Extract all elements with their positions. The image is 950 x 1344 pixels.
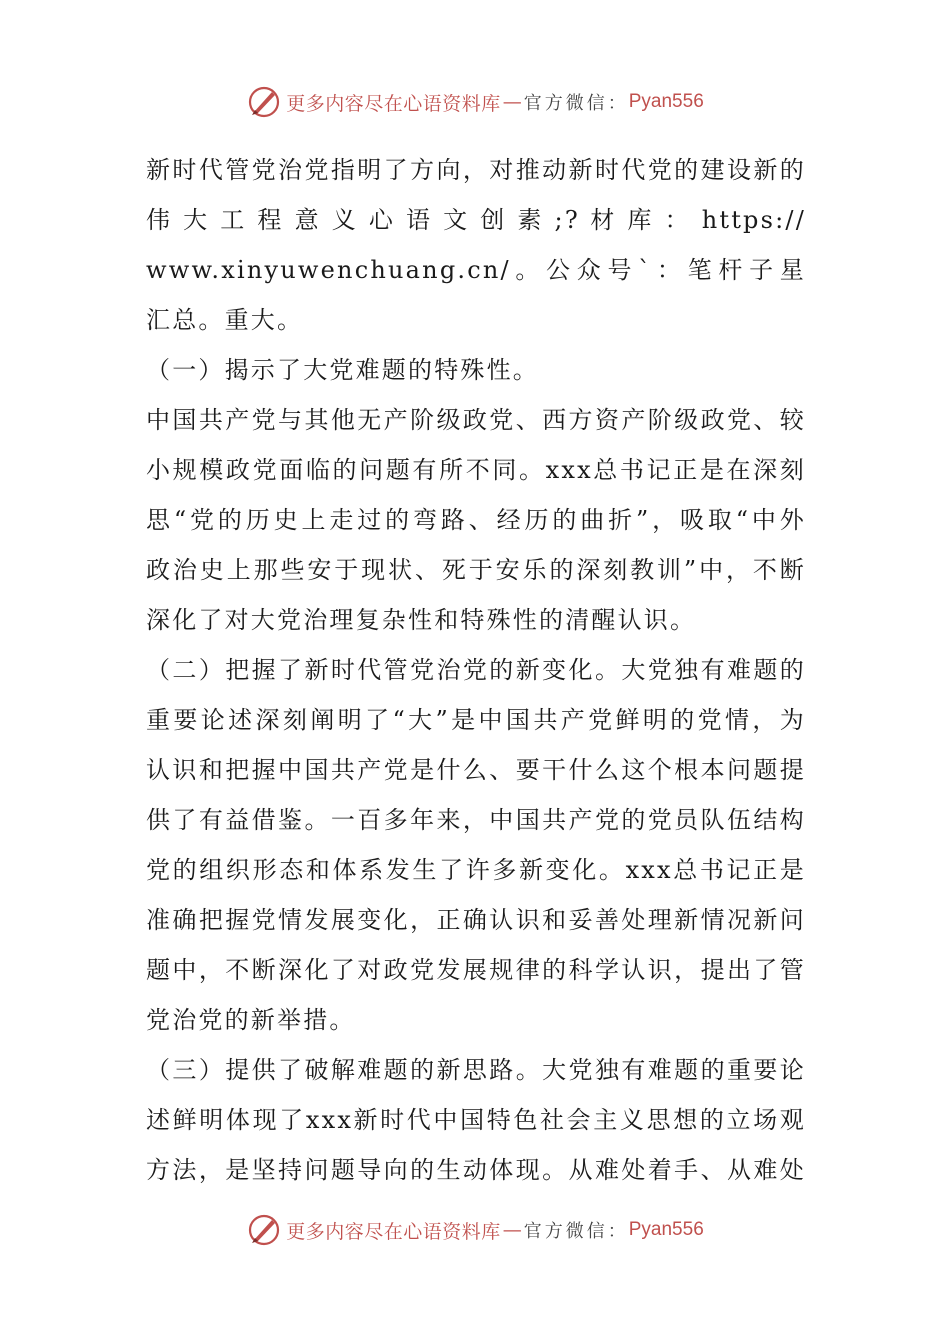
banner-slogan: 更多内容尽在心语资料库 bbox=[286, 92, 501, 115]
text-line: 题中，不断深化了对政党发展规律的科学认识，提出了管 bbox=[146, 956, 806, 984]
section-heading: （二）把握了新时代管党治党的新变化。大党独有难题的 bbox=[146, 656, 806, 684]
text-line: 思“党的历史上走过的弯路、经历的曲折”，吸取“中外 bbox=[146, 506, 806, 534]
text-line: 深化了对大党治理复杂性和特殊性的清醒认识。 bbox=[146, 606, 697, 634]
section-heading: （三）提供了破解难题的新思路。大党独有难题的重要论 bbox=[146, 1056, 806, 1084]
text-line: 伟 大 工 程 意 义 心 语 文 创 素 ;? 材 库 ： https:// bbox=[146, 206, 806, 234]
banner-wechat-label: 官方微信： bbox=[523, 93, 629, 114]
banner-wechat-label: 官方微信： bbox=[523, 1221, 629, 1242]
pen-logo-icon bbox=[246, 1212, 282, 1248]
text-line: 供了有益借鉴。一百多年来，中国共产党的党员队伍结构 bbox=[146, 806, 806, 834]
document-body bbox=[146, 145, 806, 1195]
section-heading: （一）揭示了大党难题的特殊性。 bbox=[146, 356, 539, 384]
banner-dash: — bbox=[502, 91, 522, 113]
text-line: 准确把握党情发展变化，正确认识和妥善处理新情况新问 bbox=[146, 906, 806, 934]
banner-slogan: 更多内容尽在心语资料库 bbox=[286, 1220, 501, 1243]
banner-wechat-id: Pyan556 bbox=[628, 1219, 704, 1240]
text-line: 政治史上那些安于现状、死于安乐的深刻教训”中，不断 bbox=[146, 556, 806, 584]
text-line: 新时代管党治党指明了方向，对推动新时代党的建设新的 bbox=[146, 156, 806, 184]
text-line: 认识和把握中国共产党是什么、要干什么这个根本问题提 bbox=[146, 756, 806, 784]
text-line: 述鲜明体现了xxx新时代中国特色社会主义思想的立场观 bbox=[146, 1106, 806, 1134]
text-line: 重要论述深刻阐明了“大”是中国共产党鲜明的党情，为 bbox=[146, 706, 806, 734]
text-line: 汇总。重大。 bbox=[146, 306, 304, 334]
text-line: 党治党的新举措。 bbox=[146, 1006, 356, 1034]
pen-logo-icon bbox=[246, 84, 282, 120]
text-line: 党的组织形态和体系发生了许多新变化。xxx总书记正是 bbox=[146, 856, 806, 884]
text-line: www.xinyuwenchuang.cn/。公众号`：笔杆子星 bbox=[146, 256, 806, 284]
text-line: 方法，是坚持问题导向的生动体现。从难处着手、从难处 bbox=[146, 1156, 806, 1184]
text-line: 小规模政党面临的问题有所不同。xxx总书记正是在深刻 bbox=[146, 456, 806, 484]
text-line: 中国共产党与其他无产阶级政党、西方资产阶级政党、较 bbox=[146, 406, 806, 434]
banner-wechat-id: Pyan556 bbox=[628, 91, 704, 112]
header-watermark-banner bbox=[0, 80, 950, 124]
footer-watermark-banner bbox=[0, 1208, 950, 1252]
banner-dash: — bbox=[502, 1219, 522, 1241]
